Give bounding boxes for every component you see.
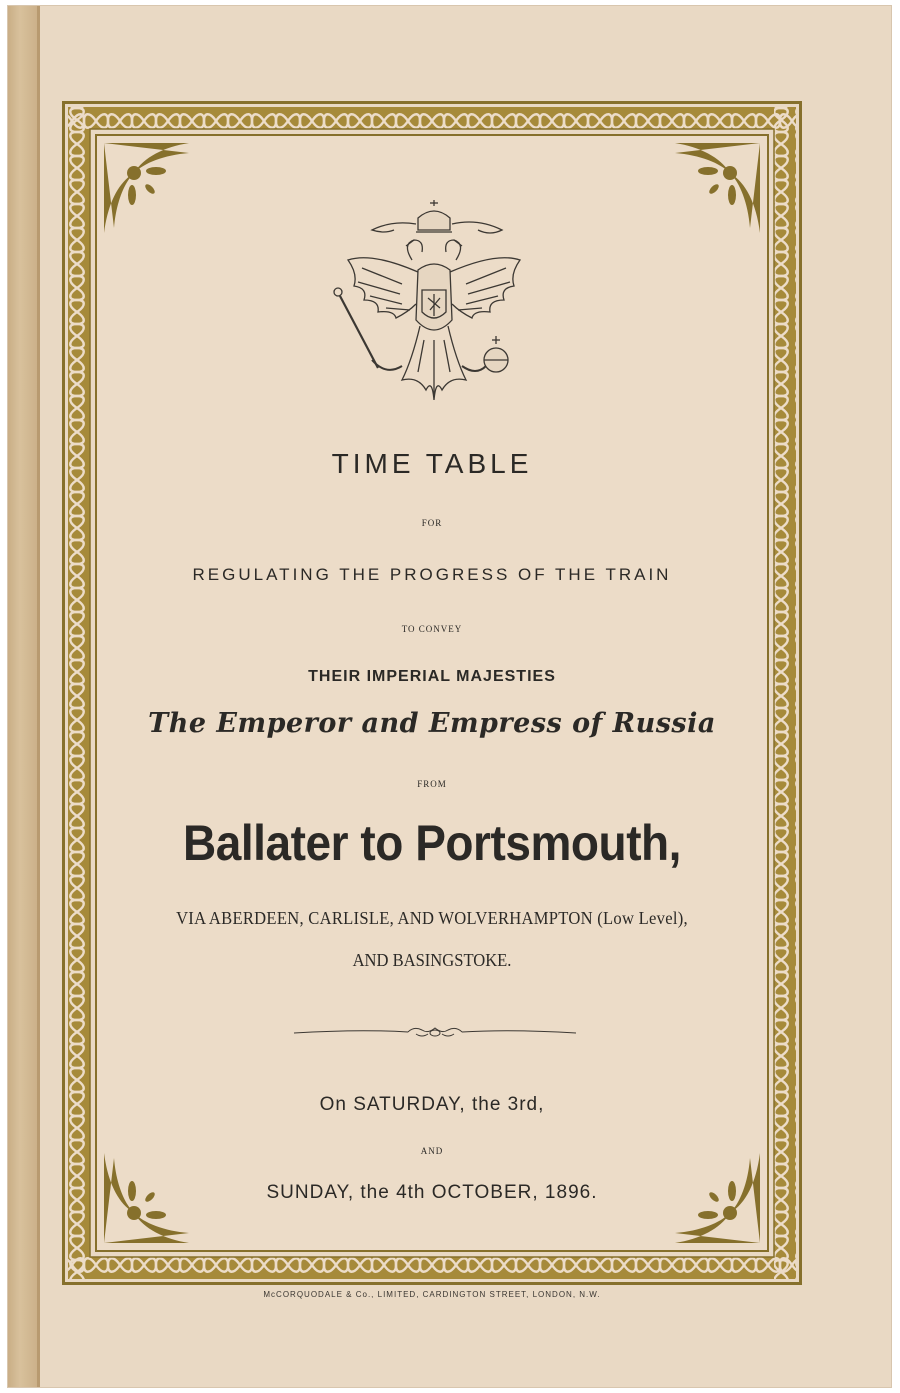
document-title: TIME TABLE xyxy=(331,448,533,479)
purpose-line: REGULATING THE PROGRESS OF THE TRAIN xyxy=(192,565,672,584)
for-label: FOR xyxy=(421,518,443,528)
to-convey-label: TO CONVEY xyxy=(401,624,463,634)
from-label: FROM xyxy=(417,779,447,789)
printer-imprint: McCORQUODALE & Co., LIMITED, CARDINGTON STREET, LONDON, N.W. xyxy=(263,1290,601,1299)
via-line: VIA ABERDEEN, CARLISLE, AND WOLVERHAMPTON (Low Level), xyxy=(176,908,688,928)
date-saturday: On SATURDAY, the 3rd, xyxy=(319,1094,545,1115)
emperor-empress-line: The Emperor and Empress of Russia xyxy=(148,708,716,739)
via-line-continued: AND BASINGSTOKE. xyxy=(352,950,512,970)
decorative-rule-icon xyxy=(290,1022,580,1042)
date-sunday: SUNDAY, the 4th OCTOBER, 1896. xyxy=(266,1182,598,1203)
route-heading: Ballater to Portsmouth, xyxy=(182,815,682,871)
double-headed-eagle-crest-icon xyxy=(332,200,537,415)
and-label: AND xyxy=(420,1146,444,1156)
majesties-line: THEIR IMPERIAL MAJESTIES xyxy=(308,668,556,685)
